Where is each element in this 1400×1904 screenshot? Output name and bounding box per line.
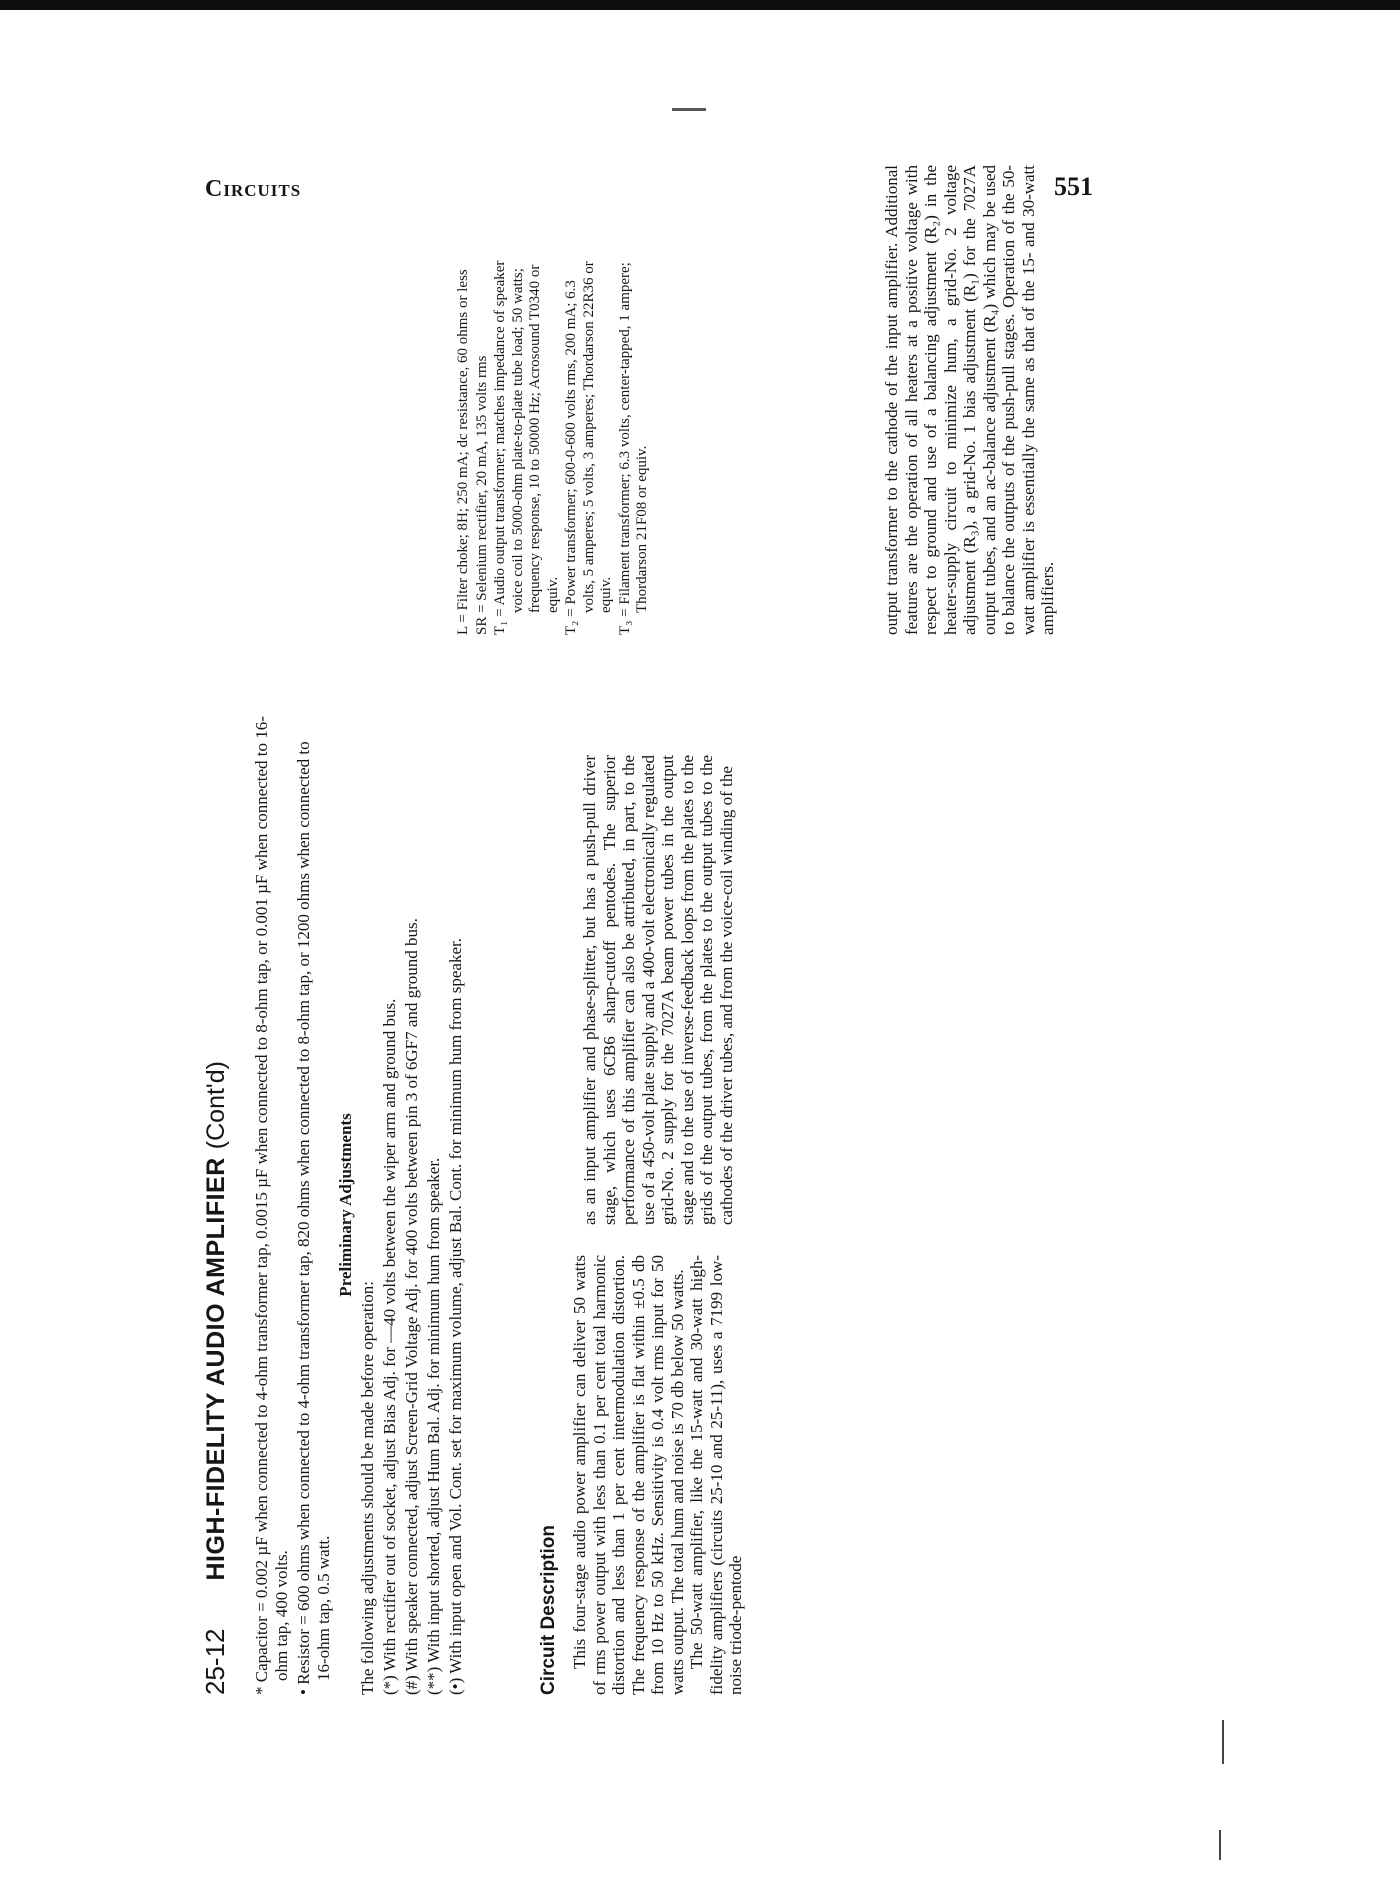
adjustment-mark: (**) xyxy=(424,1666,443,1695)
circuit-number: 25-12 xyxy=(200,1628,230,1695)
scan-dash-mark xyxy=(672,108,706,111)
circuit-title-cont: (Cont'd) xyxy=(202,1061,230,1150)
description-paragraph: as an input amplifier and phase-splitter, but has a push-pull driver stage, which uses 6CB6 sharp-cutoff pentodes. The superior performance of this amplifier can also be attributed, in part, to the use of a 450-volt plate supply and a 400-volt electronically regulated grid-No. 2 supply for the 7027A beam power tubes in the output stage and to the use of inverse-feedback loops from the plates to the grids of the output tubes, from the plates to the output tubes to the cathodes of the driver tubes, and from the voice-coil winding of the xyxy=(580,755,736,1225)
circuit-title: HIGH-FIDELITY AUDIO AMPLIFIER xyxy=(202,1157,230,1581)
running-head-section: Circuits xyxy=(205,176,302,202)
circuit-header xyxy=(200,395,240,1695)
part-output-transformer: T₁ = Audio output transformer; matches impedance of speaker voice coil to 5000-ohm plate-to-plate tube load; 50 watts; frequency response, 10 to 50000 Hz; Acrosound T0340 or equiv. xyxy=(492,260,561,635)
description-paragraph: The 50-watt amplifier, like the 15-watt and 30-watt high-fidelity amplifiers (circuits 25-10 and 25-11), uses a 7199 low-noise triode-pentode xyxy=(687,1255,745,1695)
circuit-description-title: Circuit Description xyxy=(538,1525,559,1695)
adjustment-text: With input shorted, adjust Hum Bal. Adj. for minimum hum from speaker. xyxy=(424,1157,443,1663)
scan-top-border xyxy=(0,0,1400,10)
capacitor-note: * Capacitor = 0.002 µF when connected to 4-ohm transformer tap, 0.0015 µF when connected to 8-ohm tap, or 0.001 µF when connected to 16-ohm tap, 400 volts. xyxy=(252,716,291,1695)
adjustment-mark: (#) xyxy=(402,1675,421,1695)
adjustment-text: With input open and Vol. Cont. set for maximum volume, adjust Bal. Cont. for minimum hum from speaker. xyxy=(446,938,465,1674)
page-number: 551 xyxy=(1054,172,1093,201)
part-power-transformer: T₂ = Power transformer; 600-0-600 volts rms, 200 mA; 6.3 volts, 5 amperes; 5 volts, 3 amperes; Thordarson 22R36 or equiv. xyxy=(563,261,614,635)
preliminary-intro: The following adjustments should be made before operation: xyxy=(358,1280,377,1695)
scan-mark-2 xyxy=(1219,1830,1221,1860)
description-column-2 xyxy=(580,755,736,1225)
resistor-note: • Resistor = 600 ohms when connected to 4-ohm transformer tap, 820 ohms when connected to 8-ohm tap, or 1200 ohms when connected to 16-ohm tap, 0.5 watt. xyxy=(294,741,333,1695)
notes-block xyxy=(252,715,468,1695)
adjustment-item xyxy=(380,715,400,1695)
adjustment-item xyxy=(446,715,466,1695)
description-paragraph: This four-stage audio power amplifier can deliver 50 watts of rms power output with less than 0.1 per cent total harmonic distortion and less than 1 per cent intermodulation distortion. The frequency response of the amplifier is flat within ±0.5 db from 10 Hz to 50 kHz. Sensitivity is 0.4 volt rms input for 50 watts output. The total hum and noise is 70 db below 50 watts. xyxy=(570,1255,687,1695)
preliminary-title: Preliminary Adjustments xyxy=(336,1113,355,1297)
description-column-3 xyxy=(882,165,1058,635)
description-column-1 xyxy=(570,1255,746,1695)
part-filter-choke: L = Filter choke; 8H; 250 mA; dc resistance, 60 ohms or less xyxy=(455,269,471,635)
adjustment-text: With rectifier out of socket, adjust Bias Adj. for —40 volts between the wiper arm and ground bus. xyxy=(380,998,399,1672)
part-filament-transformer: T₃ = Filament transformer; 6.3 volts, center-tapped, 1 ampere; Thordarson 21F08 or equiv. xyxy=(616,262,650,635)
adjustment-item xyxy=(424,715,444,1695)
description-paragraph: output transformer to the cathode of the input amplifier. Additional features are the operation of all heaters at a positive voltage with respect to ground and use of a balancing adjustment (R₂) in the heater-supply circuit to minimize hum, a grid-No. 2 voltage adjustment (R₃), a grid-No. 1 bias adjustment (R₁) for the 7027A output tubes, and an ac-balance adjustment (R₄) which may be used to balance the outputs of the push-pull stages. Operation of the 50-watt amplifier is essentially the same as that of the 15- and 30-watt amplifiers. xyxy=(882,165,1057,635)
adjustment-text: With speaker connected, adjust Screen-Grid Voltage Adj. for 400 volts between pin 3 of 6GF7 and ground bus. xyxy=(402,918,421,1672)
part-selenium-rectifier: SR = Selenium rectifier, 20 mA, 135 volts rms xyxy=(473,355,490,635)
adjustment-item xyxy=(402,715,422,1695)
adjustment-mark: (•) xyxy=(446,1677,465,1695)
parts-list xyxy=(455,245,653,635)
scan-mark-1 xyxy=(1222,1720,1224,1764)
adjustment-mark: (*) xyxy=(380,1675,399,1695)
